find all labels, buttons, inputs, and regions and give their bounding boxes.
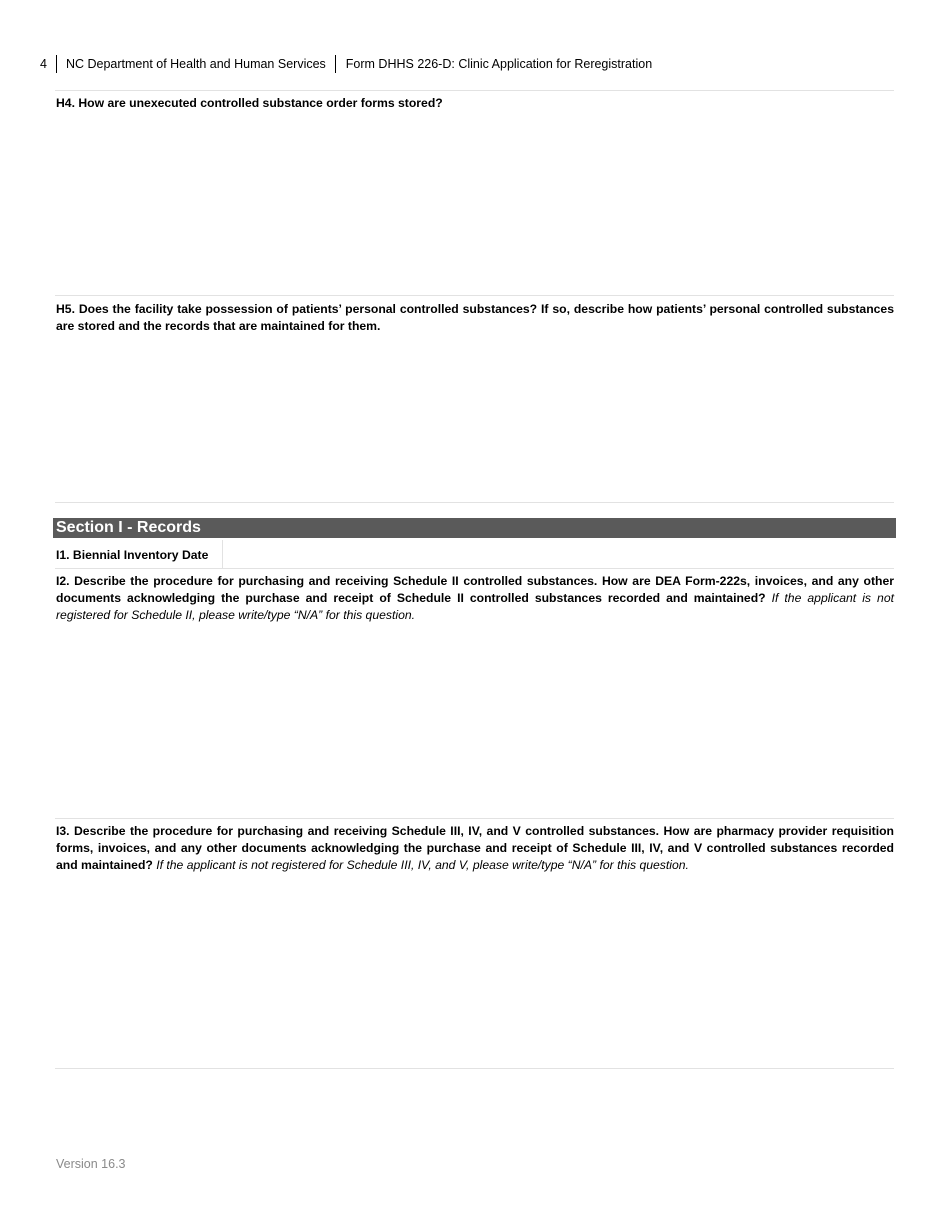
- question-h5: [56, 301, 894, 335]
- question-i2-text: I2. Describe the procedure for purchasing and receiving Schedule II controlled substances. How are DEA Form-222s, invoices, and any other documents acknowledging the purchase and receipt of Schedule II controlled substances recorded and maintained?: [56, 574, 894, 605]
- question-i2: [56, 573, 894, 624]
- question-i3-text: I3. Describe the procedure for purchasing and receiving Schedule III, IV, and V controlled substances. How are pharmacy provider requisition forms, invoices, and any other documents acknowledging the purchase and receipt of Schedule III, IV, and V controlled substances recorded and maintained?: [56, 824, 894, 872]
- page-number: 4: [40, 57, 47, 71]
- answer-field-h4[interactable]: [56, 115, 894, 293]
- answer-field-i3[interactable]: [56, 880, 894, 1064]
- form-title: Form DHHS 226-D: Clinic Application for Reregistration: [345, 57, 653, 71]
- divider: [55, 502, 894, 503]
- question-i3: [56, 823, 894, 874]
- divider: [55, 90, 894, 91]
- page-header: [40, 55, 652, 73]
- question-i3-note: If the applicant is not registered for Schedule III, IV, and V, please write/type “N/A” for this question.: [156, 858, 689, 872]
- question-i2-note: If the applicant is not registered for Schedule II, please write/type “N/A” for this question.: [56, 591, 894, 622]
- divider: [55, 1068, 894, 1069]
- department-name: NC Department of Health and Human Services: [65, 57, 326, 71]
- section-i-heading: Section I - Records: [53, 518, 896, 538]
- biennial-inventory-label: I1. Biennial Inventory Date: [55, 540, 223, 568]
- answer-field-h5[interactable]: [56, 338, 894, 498]
- biennial-inventory-row: [55, 540, 894, 568]
- answer-field-i2[interactable]: [56, 628, 894, 814]
- question-h4: [56, 95, 894, 112]
- divider: [55, 818, 894, 819]
- version-label: Version 16.3: [56, 1157, 126, 1171]
- divider: [55, 568, 894, 569]
- divider: [55, 295, 894, 296]
- question-h4-text: H4. How are unexecuted controlled substance order forms stored?: [56, 96, 443, 110]
- question-h5-text: H5. Does the facility take possession of patients’ personal controlled substances? If so, describe how patients’ personal controlled substances are stored and the records that are maintained for them.: [56, 302, 894, 333]
- biennial-inventory-date-field[interactable]: [223, 540, 894, 568]
